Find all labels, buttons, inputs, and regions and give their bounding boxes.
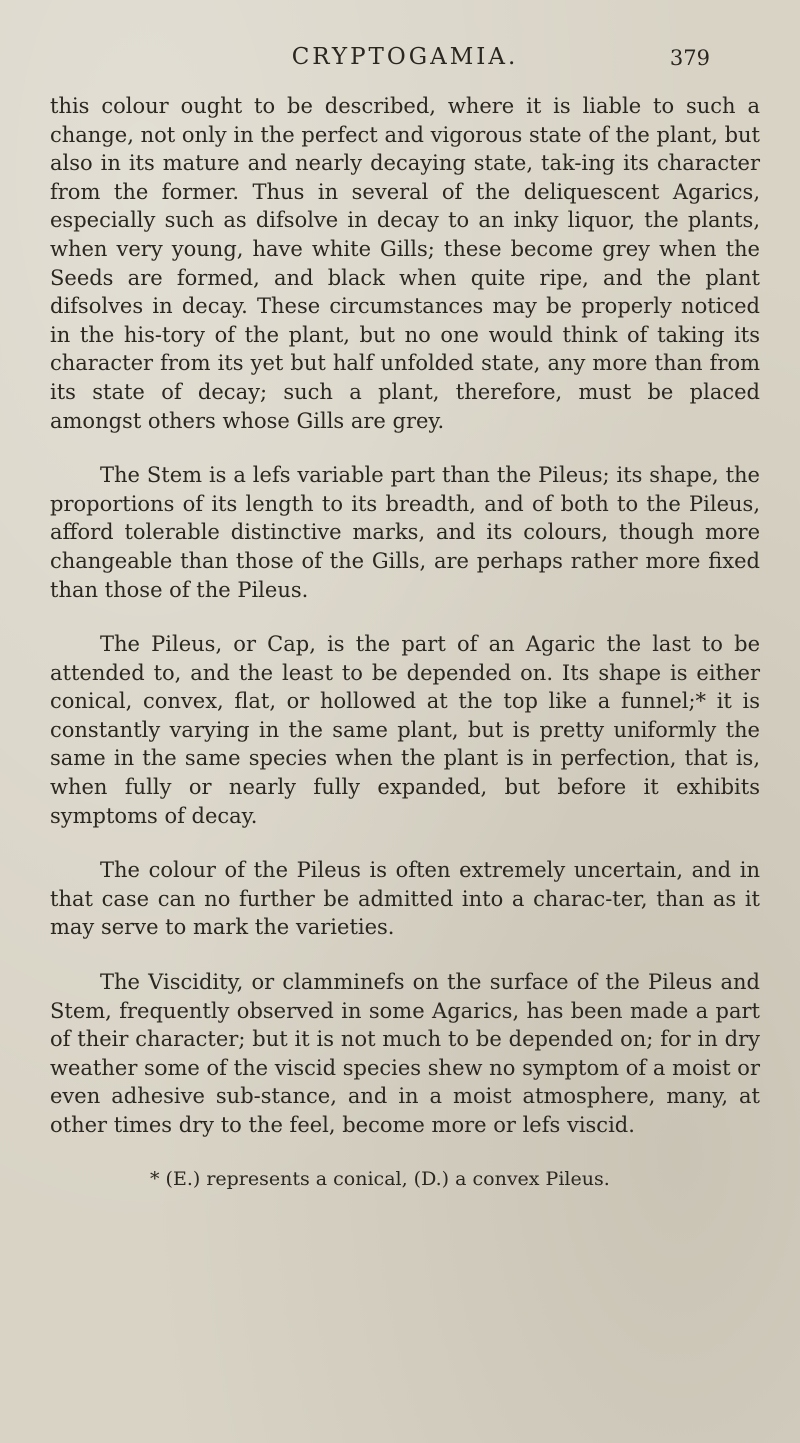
paragraph-stem: The Stem is a lefs variable part than the Pileus; its shape, the proportions of its length to its breadth, and of both to the Pileus, afford tolerable distinctive marks, and its colours, though more changeable than those of the Gills, are perhaps rather more fixed than those of the Pileus. [50, 463, 760, 602]
paragraph-pileus: The Pileus, or Cap, is the part of an Agaric the last to be attended to, and the least to be depended on. Its shape is either conical, convex, flat, or hollowed at the top like a funnel;* it is constantly varying in the same plant, but is pretty uniformly the same in the same species when the plant is in perfection, that is, when fully or nearly fully expanded, but before it exhibits symptoms of decay. [50, 632, 760, 828]
page-number: 379 [669, 46, 710, 70]
running-title: CRYPTOGAMIA. [291, 44, 519, 70]
paragraph-pileus-colour: The colour of the Pileus is often extremely uncertain, and in that case can no further be admitted into a charac-ter, than as it may serve to mark the varieties. [50, 858, 760, 940]
paragraph-viscidity: The Viscidity, or clamminefs on the surface of the Pileus and Stem, frequently observed in some Agarics, has been made a part of their character; but it is not much to be depended on; for in dry weather some of the viscid species shew no symptom of a moist or even adhesive sub-stance, and in a moist atmosphere, many, at other times dry to the feel, become more or lefs viscid. [50, 970, 760, 1137]
running-head [50, 44, 760, 84]
footnote: * (E.) represents a conical, (D.) a convex Pileus. [150, 1167, 610, 1190]
paragraph-continuation: this colour ought to be described, where it is liable to such a change, not only in the perfect and vigorous state of the plant, but also in its mature and nearly decaying state, tak-ing its character from the former. Thus in several of the deliquescent Agarics, especially such as difsolve in decay to an inky liquor, the plants, when very young, have white Gills; these become grey when the Seeds are formed, and black when quite ripe, and the plant difsolves in decay. These circumstances may be properly noticed in the his-tory of the plant, but no one would think of taking its character from its yet but half unfolded state, any more than from its state of decay; such a plant, therefore, must be placed amongst others whose Gills are grey. [50, 94, 760, 433]
